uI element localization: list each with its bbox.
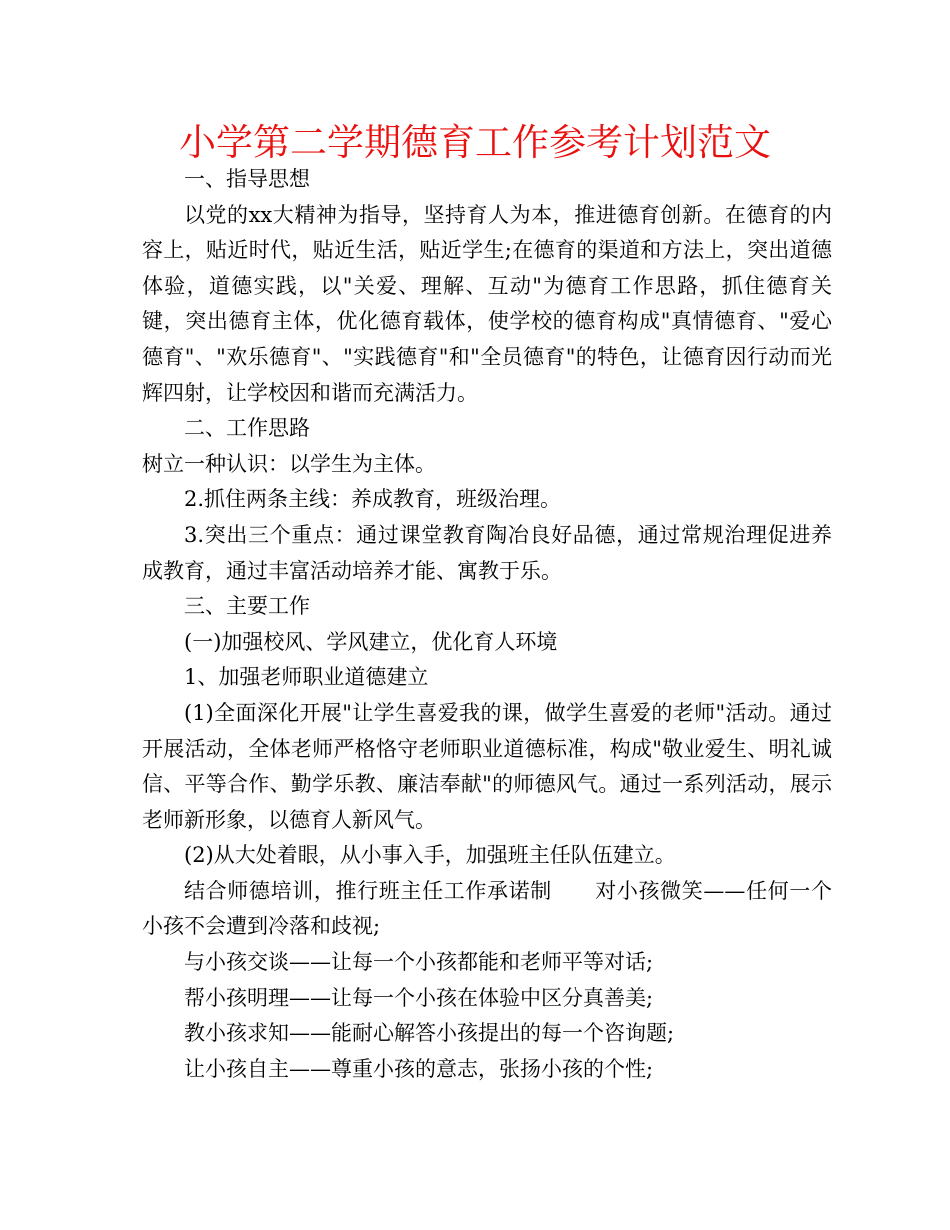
- list-item-approach-3: 3.突出三个重点：通过课堂教育陶冶良好品德，通过常规治理促进养成教育，通过丰富活动培养才能、寓教于乐。: [142, 522, 832, 583]
- section-heading-guiding-ideology: 一、指导思想: [184, 167, 310, 191]
- paragraph-class-teacher-team: (2)从大处着眼，从小事入手，加强班主任队伍建立。: [184, 843, 676, 868]
- list-item-commitment-talk: 与小孩交谈——让每一个小孩都能和老师平等对话;: [184, 950, 654, 975]
- section-heading-work-approach: 二、工作思路: [184, 416, 310, 441]
- paragraph-guiding-ideology: 以党的xx大精神为指导，坚持育人为本，推进德育创新。在德育的内容上，贴近时代，贴近生活，贴近学生;在德育的渠道和方法上，突出道德体验，道德实践，以"关爱、理解、互动"为德育工作思路，抓住德育关键，突出德育主体，优化德育载体，使学校的德育构成"真情德育、"爱心德育"、"欢乐德育"、"实践德育"和"全员德育"的特色，让德育因行动而光辉四射，让学校因和谐而充满活力。: [142, 202, 832, 405]
- list-item-approach-2: 2.抓住两条主线：养成教育，班级治理。: [184, 487, 562, 512]
- section-heading-main-work: 三、主要工作: [184, 594, 310, 619]
- list-item-commitment-knowledge: 教小孩求知——能耐心解答小孩提出的每一个咨询题;: [184, 1021, 675, 1046]
- subsection-heading-1: (一)加强校风、学风建立，优化育人环境: [184, 629, 558, 654]
- list-item-commitment-autonomy: 让小孩自主——尊重小孩的意志，张扬小孩的个性;: [184, 1056, 654, 1081]
- document-title: 小学第二学期德育工作参考计划范文: [179, 121, 771, 164]
- list-item-commitment-reason: 帮小孩明理——让每一个小孩在体验中区分真善美;: [184, 985, 654, 1010]
- document-body: [142, 162, 832, 1087]
- list-item-approach-1: 树立一种认识：以学生为主体。: [142, 451, 436, 476]
- subsection-heading-1-1: 1、加强老师职业道德建立: [184, 665, 429, 690]
- paragraph-teacher-ethics: (1)全面深化开展"让学生喜爱我的课，做学生喜爱的老师"活动。通过开展活动，全体老师严格恪守老师职业道德标准，构成"敬业爱生、明礼诚信、平等合作、勤学乐教、廉洁奉献"的师德风气。通过一系列活动，展示老师新形象，以德育人新风气。: [142, 700, 832, 832]
- paragraph-commitment: 结合师德培训，推行班主任工作承诺制 对小孩微笑——任何一个小孩不会遭到冷落和歧视;: [142, 878, 832, 939]
